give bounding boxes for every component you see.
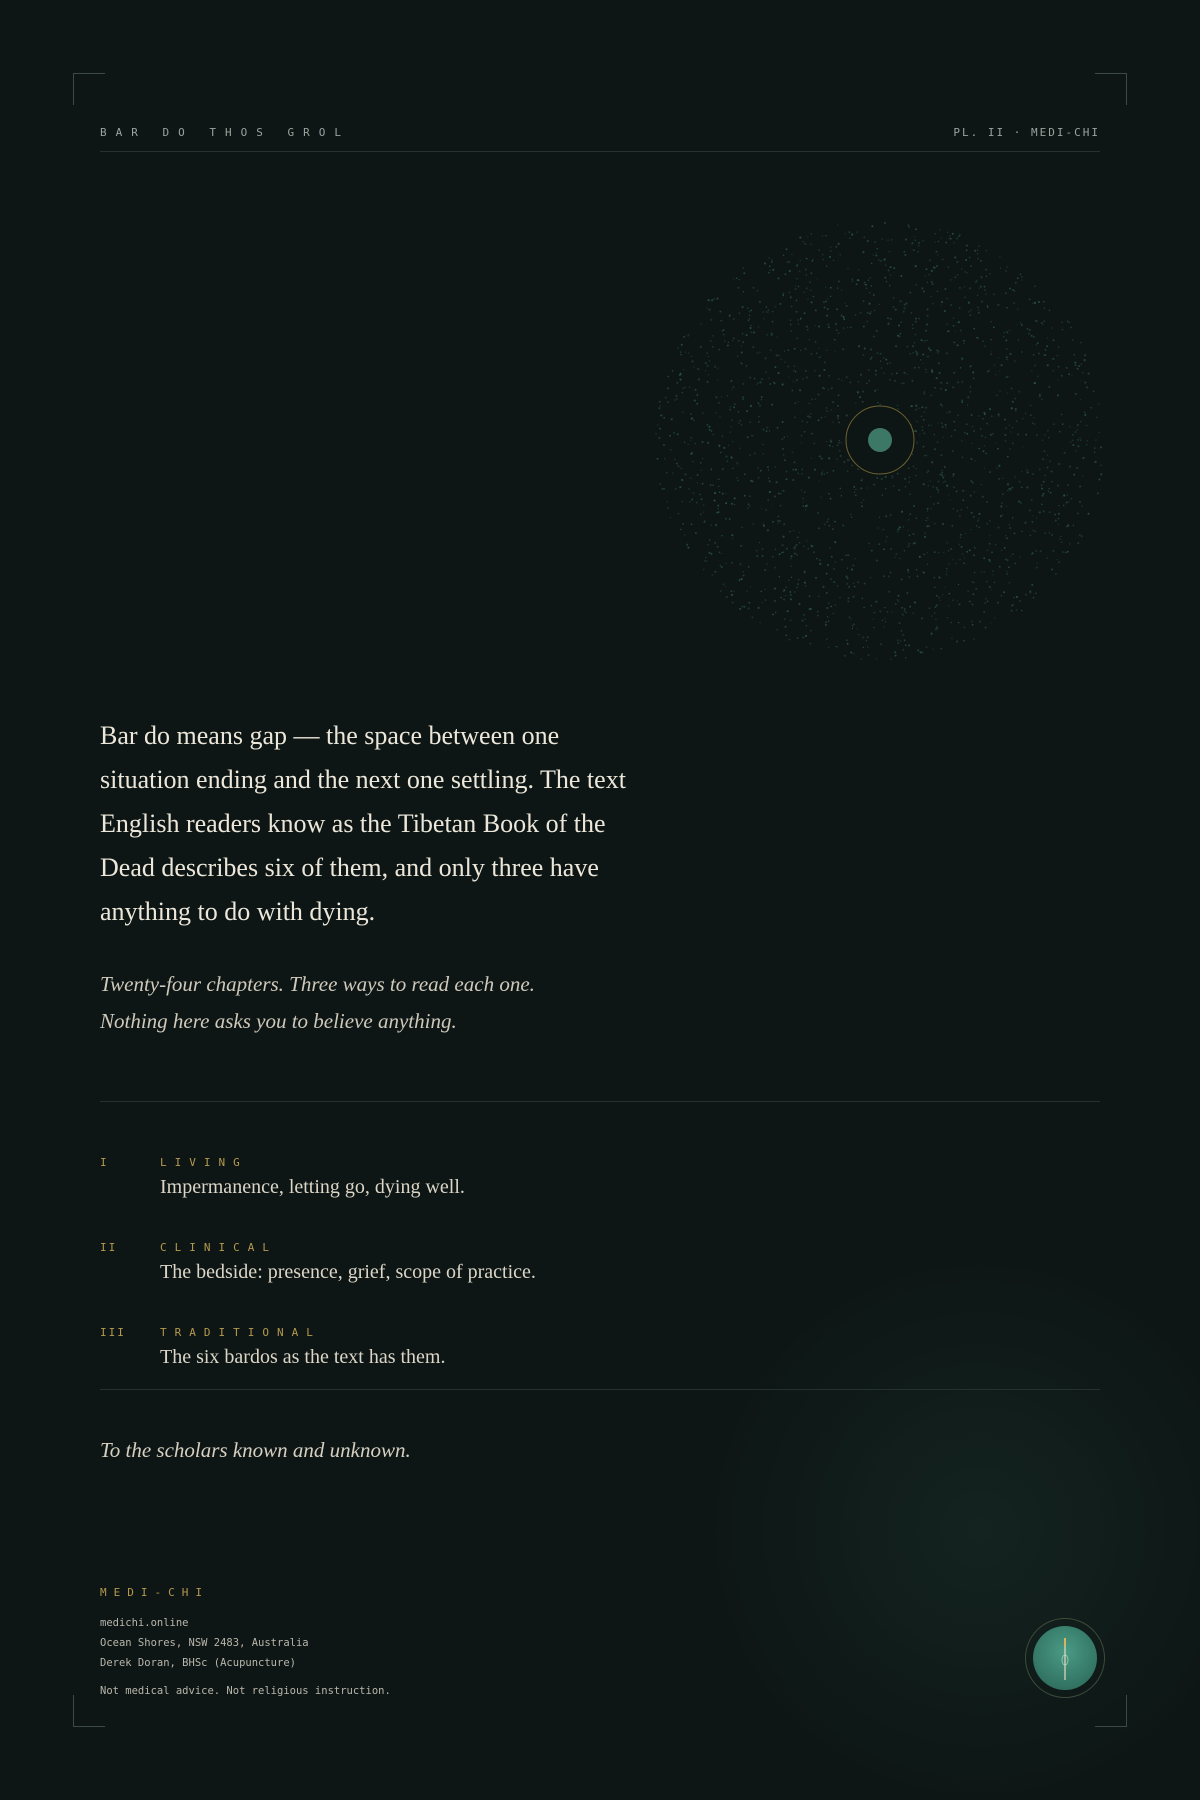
way-description: The six bardos as the text has them. — [160, 1346, 446, 1368]
dedication: To the scholars known and unknown. — [100, 1438, 411, 1462]
intro-lead: Bar do means gap — the space between one situation ending and the next one settling. The text English readers know as the Tibetan Book of the Dead describes six of them, and only three have anything to do with dying. — [100, 721, 626, 926]
page-footer — [100, 1586, 391, 1697]
way-description: Impermanence, letting go, dying well. — [160, 1176, 465, 1198]
intro-sub-line-1: Twenty-four chapters. Three ways to read each one. — [100, 972, 535, 996]
frame-corner-bottom-right — [1095, 1695, 1127, 1727]
way-numeral: II — [100, 1241, 118, 1254]
divider-bottom — [100, 1389, 1100, 1390]
frame-corner-top-left — [73, 73, 105, 105]
page-header — [100, 126, 1100, 152]
reading-ways — [100, 1150, 1100, 1405]
needle-emblem-icon[interactable] — [1025, 1618, 1105, 1698]
footer-location: Ocean Shores, NSW 2483, Australia — [100, 1637, 309, 1649]
way-numeral: I — [100, 1156, 109, 1169]
way-numeral: III — [100, 1326, 126, 1339]
way-traditional[interactable] — [100, 1320, 1100, 1405]
emblem-disc — [1033, 1626, 1097, 1690]
way-living[interactable] — [100, 1150, 1100, 1235]
way-label: TRADITIONAL — [160, 1326, 321, 1339]
divider-top — [100, 1101, 1100, 1102]
dot-field-icon — [640, 210, 1120, 670]
way-description: The bedside: presence, grief, scope of practice. — [160, 1261, 536, 1283]
way-label: LIVING — [160, 1156, 248, 1169]
plate-label: PL. II · MEDI-CHI — [953, 126, 1100, 139]
intro-sub — [100, 966, 660, 1040]
needle-icon — [1033, 1626, 1097, 1690]
site-brand[interactable]: BAR DO THOS GROL — [100, 126, 350, 139]
way-label: CLINICAL — [160, 1241, 277, 1254]
footer-practitioner: Derek Doran, BHSc (Acupuncture) — [100, 1657, 296, 1669]
intro-sub-line-2: Nothing here asks you to believe anything. — [100, 1009, 457, 1033]
way-clinical[interactable] — [100, 1235, 1100, 1320]
footer-disclaimer: Not medical advice. Not religious instruction. — [100, 1685, 391, 1697]
footer-site-link[interactable]: medichi.online — [100, 1617, 189, 1629]
frame-corner-top-right — [1095, 73, 1127, 105]
frame-corner-bottom-left — [73, 1695, 105, 1727]
footer-brand: MEDI-CHI — [100, 1586, 209, 1599]
